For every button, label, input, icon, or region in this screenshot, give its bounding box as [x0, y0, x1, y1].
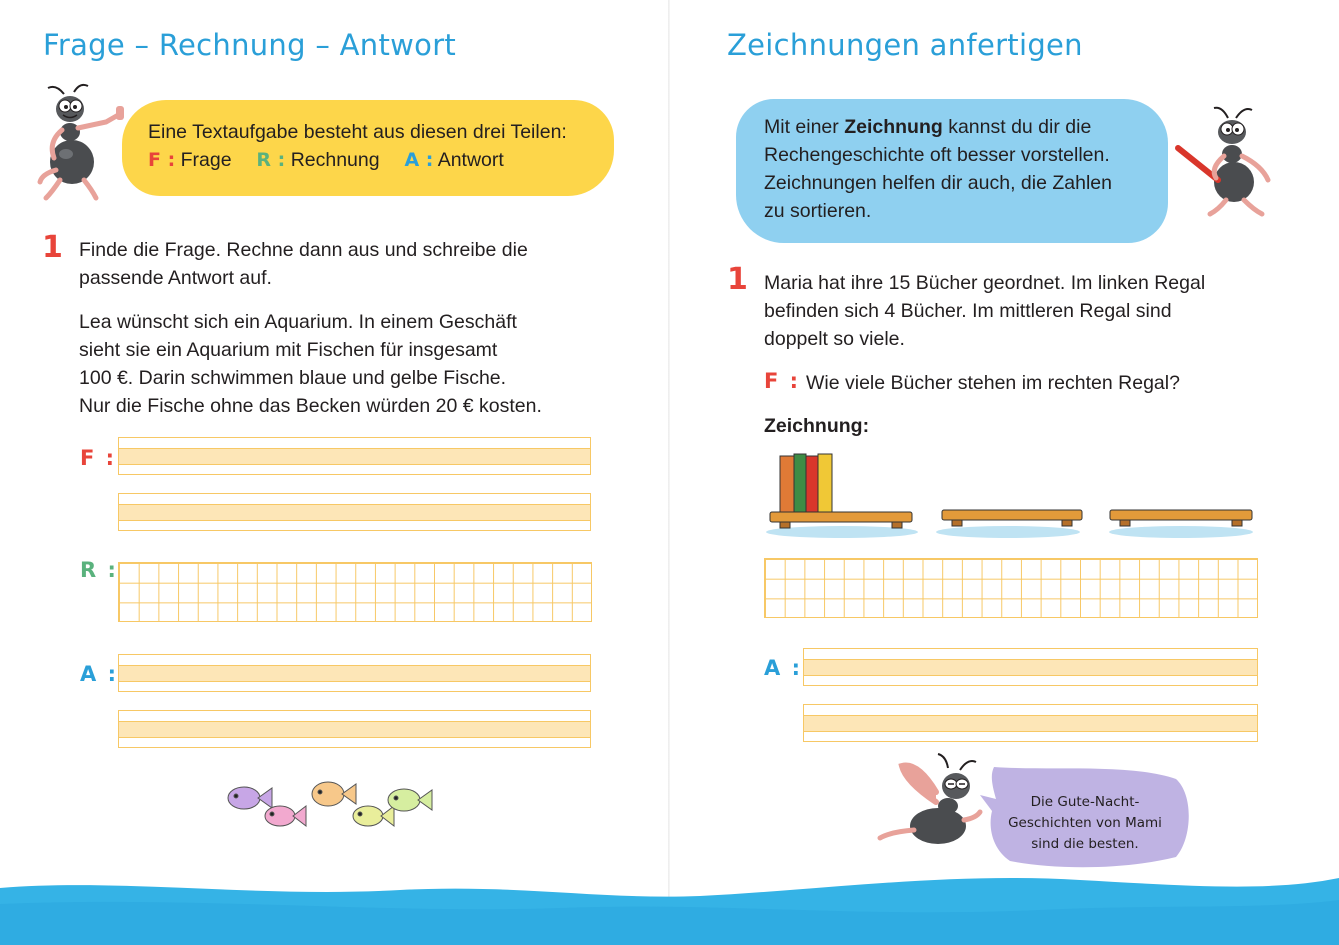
- drawing-heading: Zeichnung:: [764, 415, 870, 437]
- info-bubble-text: [764, 113, 1112, 225]
- question-writing-line[interactable]: [118, 493, 591, 531]
- task-number: 1: [42, 230, 63, 265]
- question-label: F :: [764, 369, 801, 393]
- story-text: [79, 308, 542, 420]
- speech-line: Geschichten von Mami: [1008, 815, 1162, 831]
- question-text: Wie viele Bücher stehen im rechten Regal?: [806, 372, 1180, 394]
- bottom-wave-decoration: [0, 870, 1339, 945]
- story-line: Nur die Fische ohne das Becken würden 20 € kosten.: [79, 395, 542, 417]
- fish-illustration: [218, 776, 440, 834]
- speech-bubble-text: [990, 792, 1180, 855]
- calculation-grid[interactable]: [764, 558, 1258, 618]
- story-line: Maria hat ihre 15 Bücher geordnet. Im linken Regal: [764, 272, 1206, 294]
- ant-mascot-illustration: [36, 82, 136, 204]
- answer-writing-line[interactable]: [118, 654, 591, 692]
- story-line: doppelt so viele.: [764, 328, 905, 350]
- question-writing-line[interactable]: [118, 437, 591, 475]
- question-label: F :: [80, 446, 117, 470]
- page-title: Frage – Rechnung – Antwort: [43, 28, 457, 62]
- text-line: zu sortieren.: [764, 200, 872, 222]
- calculation-grid[interactable]: [118, 562, 592, 622]
- calculation-label: R :: [80, 558, 118, 582]
- part-antwort: Antwort: [437, 149, 504, 171]
- instruction-line: passende Antwort auf.: [79, 267, 272, 289]
- story-line: Lea wünscht sich ein Aquarium. In einem Geschäft: [79, 311, 517, 333]
- story-line: befinden sich 4 Bücher. Im mittleren Regal sind: [764, 300, 1172, 322]
- label-a: A :: [404, 149, 434, 171]
- part-frage: Frage: [180, 149, 232, 171]
- label-f: F :: [148, 149, 176, 171]
- text-line: Rechengeschichte oft besser vorstellen.: [764, 144, 1110, 166]
- task-instruction: [79, 236, 528, 292]
- text-fragment: Mit einer: [764, 116, 845, 138]
- instruction-line: Finde die Frage. Rechne dann aus und schreibe die: [79, 239, 528, 261]
- bold-term: Zeichnung: [844, 116, 943, 138]
- label-r: R :: [256, 149, 286, 171]
- story-line: 100 €. Darin schwimmen blaue und gelbe Fische.: [79, 367, 507, 389]
- shelves-illustration: [766, 448, 1256, 540]
- speech-line: sind die besten.: [1031, 836, 1139, 852]
- story-text: [764, 269, 1205, 353]
- parts-row: [148, 146, 504, 174]
- answer-label: A :: [764, 656, 802, 680]
- story-line: sieht sie ein Aquarium mit Fischen für insgesamt: [79, 339, 498, 361]
- ant-with-pencil-illustration: [1170, 104, 1282, 220]
- info-bubble-text: Eine Textaufgabe besteht aus diesen drei Teilen:: [148, 121, 567, 143]
- reclining-ant-illustration: [876, 752, 988, 848]
- answer-writing-line[interactable]: [803, 704, 1258, 742]
- part-rechnung: Rechnung: [290, 149, 380, 171]
- right-page: [670, 0, 1339, 945]
- text-fragment: kannst du dir die: [942, 116, 1092, 138]
- page-title: Zeichnungen anfertigen: [727, 28, 1083, 62]
- task-number: 1: [727, 262, 748, 297]
- answer-writing-line[interactable]: [803, 648, 1258, 686]
- speech-line: Die Gute-Nacht-: [1030, 794, 1140, 810]
- answer-label: A :: [80, 662, 118, 686]
- answer-writing-line[interactable]: [118, 710, 591, 748]
- text-line: Zeichnungen helfen dir auch, die Zahlen: [764, 172, 1112, 194]
